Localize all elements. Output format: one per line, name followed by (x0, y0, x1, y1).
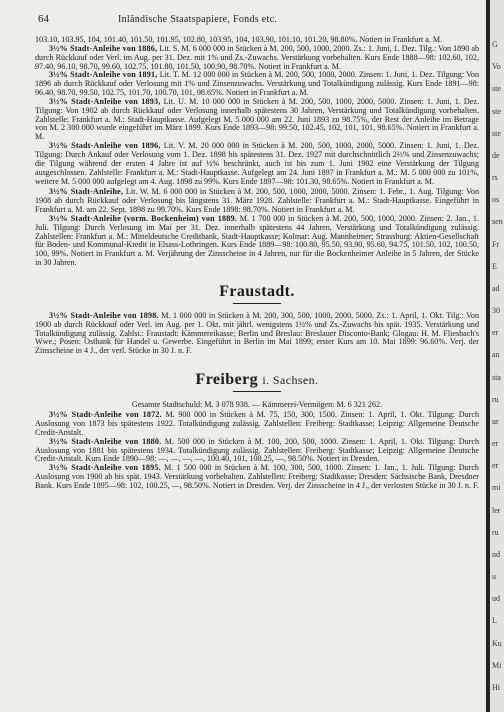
margin-fragment: ur (492, 416, 499, 426)
loan-entry (35, 215, 479, 268)
margin-fragment: sta (492, 372, 501, 382)
loan-entry (35, 98, 479, 142)
margin-fragment: os (492, 195, 500, 205)
loan-entry (35, 312, 479, 356)
page-header (38, 13, 476, 27)
margin-fragment: ru (492, 527, 499, 537)
loan-text: M. 500 000 in Stücken à M. 100, 200, 500, 1000. Zinsen: 1. April, 1. Okt. Tilgung: Durch Auslosung von 1881 bis spätestens 1934. Totalkündigung zulässig. Zahlstellen: Freiberg: Stadtkasse; Leipzig: Allgemeine Deutsche Credit-Anstalt. Kurs Ende 1890—98: —, —, —, —, 100.40, 101, 100.25, —, 98.50%. Notiert in Dresden. (35, 436, 480, 464)
city-region: i. Sachsen. (262, 373, 319, 388)
margin-fragment: er (492, 328, 499, 338)
loan-title: 3½% Stadt-Anleihe von 1893, (49, 96, 161, 106)
margin-fragment: mi (492, 483, 501, 493)
margin-fragment: ru (492, 394, 499, 404)
loan-text: M. 900 000 in Stücken à M. 75, 150, 300, 1500. Zinsen: 1. April, 1. Okt. Tilgung: Durch Auslosung von 1873 bis spätestens 1922. Totalkündigung zulässig. Zahlstellen: Freiberg: Stadtkasse; Leipzig: Allgemeine Deutsche Credit-Anstalt. (35, 410, 479, 437)
loan-text: Lit. T. M. 12 000 000 in Stücken à M. 200, 500, 1000, 2000. Zinsen: 1. Juni, 1. Dez. Tilgung: Von 1896 ab durch Rückkauf oder Verlosung mit 1% und Zinsenzuwachs. Verstärkung und Totalkündigung zulässig. Kurs Ende 1891—98: 96.40, 98.70, 99.50, 102.75, 101.70, 100.70, 101, 98.65%. Notiert in Frankfurt a. M. (35, 70, 479, 98)
loan-entry (35, 142, 479, 186)
loan-entry (35, 71, 479, 98)
margin-fragment: ud (492, 594, 500, 604)
loan-title: 3½% Stadt-Anleihe von 1880. (49, 436, 162, 446)
margin-fragment: ler (492, 505, 501, 515)
margin-fragment: sen (492, 217, 503, 227)
margin-fragment: Fr (492, 239, 500, 249)
loan-title: 3½% Stadt-Anleihe von 1886, (49, 43, 158, 53)
margin-fragment: Mi (492, 660, 502, 670)
margin-fragment: ste (492, 84, 501, 94)
loan-text: M. 1 700 000 in Stücken à M. 200, 500, 1000, 2000. Zinsen: 2. Jan., 1. Juli. Tilgung: Durch Verlosung im Mai per 31. Dez. innerhalb spätestens 44 Jahren, Verstärkung und Totalkündigung zulässig. Zahlstellen: Frankfurt a. M.: Mitteldeutsche Creditbank, Stadt-Hauptkasse; Kolmar: Aug. Mannheimer; Strassburg: Aktien-Gesellschaft für Boden- und Kommunal-Kredit in Elsass-Lothringen. Kurs Ende 1889—98: 100.80, 95.50, 93.90, 95.60, 94.75, 101.50, 102, 100.50, 100, 99%. Notiert in Frankfurt a. M. Verjährung der Zinsscheine in 4 Jahren, nur für die Bockenheimer Anleihe in 5 Jahren, der Stücke in 30 Jahren. (35, 213, 479, 268)
loan-entry (35, 188, 479, 215)
loan-title: 3½% Stadt-Anleihe von 1895. (49, 463, 161, 473)
debt-summary: Gesamte Stadtschuld: M. 3 078 938. — Kämmerei-Vermögen: M. 6 321 262. (131, 400, 383, 410)
margin-fragment: u (492, 572, 496, 581)
margin-fragment: Hi (492, 682, 500, 692)
loan-title: 3½% Stadt-Anleihe (vorm. Bockenheim) von 1889. (49, 213, 237, 223)
margin-fragment: an (492, 350, 500, 360)
margin-fragment: rs (492, 173, 498, 182)
loan-title: 3½% Stadt-Anleihe von 1872. (49, 410, 162, 420)
loan-entry (35, 464, 479, 491)
heading-rule (233, 391, 281, 392)
facing-page-edge (490, 0, 504, 712)
city-name: Freiberg (195, 371, 258, 389)
page-number: 64 (38, 13, 49, 25)
loan-text: Lit. W. M. 6 000 000 in Stücken à M. 200, 500, 1000, 2000, 5000. Zinsen: 1. Febr., 1. Aug. Tilgung: Von 1908 ab durch Rückkauf oder Verlosung bis längstens 31. März 1928. Zahlstelle: Frankfurt a. M.: Stadt-Hauptkasse. Eingeführt in Frankfurt a. M. am 22. Sept. 1898 zu 99.70%. Kurs Ende 1898: 98.70%. Notiert in Frankfurt a. M. (35, 187, 479, 215)
loan-title: 3½% Stadt-Anleihe von 1891, (49, 70, 158, 80)
margin-fragment: nd (492, 549, 500, 559)
loan-text: Lit. S. M. 6 000 000 in Stücken à M. 200, 500, 1000, 2000. Zs.: 1. Juni, 1. Dez. Tilg.: Von 1890 ab durch Rückkauf oder Verl. im Aug. per 31. Dez. mit 1% und Zs.-Zuwachs. Verstärkung vorbehalten. Kurs Ende 1888—98: 102.60, 102, 97.40, 96.10, 98.70, 99.60, 102.75, 101.80, 101.50, 100.90, 98.70%. Notiert in Frankfurt a. M. (35, 43, 479, 71)
loan-text: M. 1 000 000 in Stücken à M. 200, 300, 500, 1000, 2000, 5000. Zs.: 1. April, 1. Okt. Tilg.: Von 1900 ab durch Rückkauf oder Verl. im Aug. per 1. Okt. mit jährl. wenigstens 1½% und Zs.-Zuwachs bis spät. 1935. Verstärkung und Totalkündigung zulässig. Zahlst.: Fraustadt: Kämmereikasse; Berlin und Breslau: Breslauer Disconto-Bank; Glogau: H. M. Fliesbach's Wwe.; Posen: Ostbank für Handel u. Gewerbe. Eingeführt in Berlin im Mai 1899; erster Kurs am 10. Mai 1899: 96.60%. Verj. der Zinsscheine in 4 J., der verl. Stücke in 30 J. n. F. (35, 310, 479, 356)
loan-title: 3½% Stadt-Anleihe, (49, 187, 124, 197)
running-title: Inländische Staatspapiere, Fonds etc. (118, 14, 278, 25)
loan-entry (35, 45, 479, 72)
margin-fragment: Ku (492, 638, 502, 648)
margin-fragment: Vo (492, 62, 501, 72)
loan-text: M. 1 500 000 in Stücken à M. 100, 300, 500, 1000. Zinsen: 1. Jan., 1. Juli. Tilgung: Durch Auslosung von 1900 ab bis spät. 1943. Verstärkung vorbehalten. Zahlstellen: Freiberg: Stadtkasse; Dresden: Sächsische Bank, Dresdner Bank. Kurs Ende 1895—98: 102, 100.25, —, 98.50%. Notiert in Dresden. Verj. der Zinsscheine in 4 J., der verlosten Stücke in 30 J. n. F. (35, 463, 479, 490)
margin-fragment: er (492, 461, 499, 471)
margin-fragment: 30 (492, 306, 500, 315)
loan-title: 3½% Stadt-Anleihe von 1896, (49, 141, 161, 151)
city-heading-freiberg (35, 371, 479, 389)
heading-rule (233, 303, 281, 304)
margin-fragment: L (492, 616, 497, 626)
margin-fragment: er (492, 439, 499, 448)
margin-fragment: ad (492, 283, 500, 293)
loan-text: Lit. V. M. 20 000 000 in Stücken à M. 200, 500, 1000, 2000, 5000. Zinsen: 1. Juni, 1. Dez. Tilgung: Durch Ankauf oder Verlosung vom 1. Dez. 1898 bis spätestens 31. Dez. 1927 mit durchschnittlich 2⅔% und Zinsenzuwachs; die Tilgung während der ersten 4 Jahre ist auf ½% beschränkt, auch ist bis zum 1. Juni 1902 eine Verstärkung der Tilgung ausgeschlossen. Zahlstelle: Frankfurt a. M.: Stadt-Hauptkasse. Aufgelegt am 24. Juni 1897 in Frankfurt a. M.: M. 5 000 000 zu 101%, weitere M. 5 000 000 aufgelegt am 4. Aug. 1898 zu 99%. Kurs Ende 1897—98: 101.30, 98.65%. Notiert in Frankfurt a. M. (35, 141, 479, 186)
loan-entry (35, 411, 479, 438)
margin-fragment: E (492, 261, 497, 271)
city-heading-fraustadt: Fraustadt. (219, 282, 295, 300)
margin-fragment: de (492, 150, 500, 160)
loan-title: 3½% Stadt-Anleihe von 1898. (49, 310, 159, 320)
loan-text: Lit. U. M. 10 000 000 in Stücken à M. 200, 500, 1000, 2000, 5000. Zinsen: 1. Juni, 1. Dez. Tilgung: Von 1902 ab durch Rückkauf oder Verlosung innerhalb spätestens 30 Jahren, Verstärkung und Totalkündigung vorbehalten. Zahlstelle: Frankfurt a. M.: Stadt-Hauptkasse. Aufgelegt M. 5 000 000 am 22. Juni 1893 zu 98.75%, der Rest der Anleihe im Betrage von M. 2 300 000 wurde eingeführt im März 1899. Kurs Ende 1893—98: 99.50, 102.45, 102, 101, 101, 98.65%. Notiert in Frankfurt a. M. (35, 96, 479, 142)
page-body (35, 36, 479, 491)
margin-fragment: ste (492, 106, 501, 116)
margin-fragment: G (492, 40, 498, 49)
continued-paragraph: 103.10, 103.95, 104, 101.40, 101.50, 101.95, 102.80, 103.95, 104, 103.90, 101.10, 101.20, 98.80%. Notiert in Frankfurt a. M. (35, 35, 443, 44)
loan-entry (35, 438, 479, 465)
margin-fragment: ste (492, 128, 501, 138)
